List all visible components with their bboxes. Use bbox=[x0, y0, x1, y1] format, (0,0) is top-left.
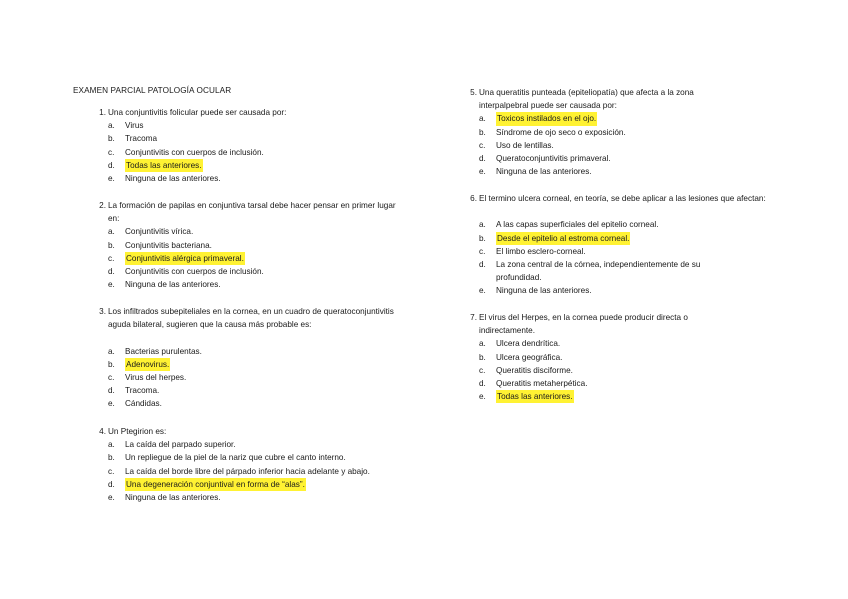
option-text: Conjuntivitis con cuerpos de inclusión. bbox=[125, 266, 264, 276]
option-c bbox=[108, 371, 413, 384]
option-text: Queratitis disciforme. bbox=[496, 365, 573, 375]
option-letter: a. bbox=[108, 121, 115, 131]
option-d bbox=[479, 152, 769, 165]
option-b bbox=[108, 451, 428, 464]
option-a bbox=[479, 337, 769, 350]
option-letter: d. bbox=[108, 386, 115, 396]
option-letter: a. bbox=[479, 220, 486, 230]
question-number: 7. bbox=[470, 313, 477, 322]
question-text: El termino ulcera corneal, en teoría, se debe aplicar a las lesiones que afectan: bbox=[479, 194, 766, 203]
option-letter: e. bbox=[108, 173, 115, 183]
option-letter: b. bbox=[108, 240, 115, 250]
option-letter: a. bbox=[479, 114, 486, 124]
option-text: Un repliegue de la piel de la nariz que cubre el canto interno. bbox=[125, 453, 346, 463]
option-text: La caída del borde libre del párpado inferior hacia adelante y abajo. bbox=[125, 466, 370, 476]
option-letter: e. bbox=[108, 492, 115, 502]
option-text: Ulcera dendrítica. bbox=[496, 339, 561, 349]
option-letter: e. bbox=[479, 286, 486, 296]
option-c bbox=[108, 252, 413, 265]
option-text-highlighted: Todas las anteriores. bbox=[496, 390, 574, 403]
option-e bbox=[479, 165, 769, 178]
question-text: La formación de papilas en conjuntiva tarsal debe hacer pensar en primer lugar en: bbox=[108, 201, 396, 224]
option-text: El limbo esclero-corneal. bbox=[496, 246, 586, 256]
option-e bbox=[108, 172, 413, 185]
option-text: Tracoma. bbox=[125, 386, 160, 396]
option-c bbox=[479, 245, 769, 258]
question-number: 1. bbox=[99, 108, 106, 117]
option-letter: c. bbox=[108, 372, 115, 382]
option-text-highlighted: Conjuntivitis alérgica primaveral. bbox=[125, 252, 245, 265]
option-text: A las capas superficiales del epitelio corneal. bbox=[496, 220, 659, 230]
option-b bbox=[108, 132, 413, 145]
option-letter: d. bbox=[479, 259, 486, 269]
option-text: Ninguna de las anteriores. bbox=[496, 167, 592, 177]
option-d bbox=[108, 478, 428, 491]
option-text: Queratoconjuntivitis primaveral. bbox=[496, 153, 611, 163]
option-letter: a. bbox=[108, 227, 115, 237]
option-text: Virus bbox=[125, 121, 144, 131]
option-b bbox=[108, 239, 413, 252]
option-text: La zona central de la córnea, independientemente de su profundidad. bbox=[496, 259, 701, 283]
option-d bbox=[108, 159, 413, 172]
option-text: Ninguna de las anteriores. bbox=[125, 173, 221, 183]
option-letter: b. bbox=[479, 352, 486, 362]
option-letter: c. bbox=[108, 466, 115, 476]
option-letter: a. bbox=[108, 346, 115, 356]
option-list bbox=[479, 218, 769, 297]
question-text: Los infiltrados subepiteliales en la cornea, en un cuadro de queratoconjuntivitis aguda bilateral, sugieren que la causa más probable es: bbox=[108, 307, 394, 330]
option-c bbox=[108, 465, 428, 478]
question-text: Una conjuntivitis folicular puede ser causada por: bbox=[108, 108, 287, 117]
option-text-highlighted: Desde el epitelio al estroma corneal. bbox=[496, 232, 630, 245]
option-text: Cándidas. bbox=[125, 399, 162, 409]
option-letter: b. bbox=[108, 453, 115, 463]
option-text: Tracoma bbox=[125, 134, 157, 144]
question-text: El virus del Herpes, en la cornea puede producir directa o indirectamente. bbox=[479, 313, 688, 336]
option-list bbox=[108, 119, 413, 185]
option-b bbox=[479, 126, 769, 139]
option-e bbox=[108, 278, 413, 291]
option-text: Ninguna de las anteriores. bbox=[496, 286, 592, 296]
option-letter: b. bbox=[108, 359, 115, 369]
option-d bbox=[108, 384, 413, 397]
option-letter: c. bbox=[479, 246, 486, 256]
option-text-highlighted: Adenovirus. bbox=[125, 358, 170, 371]
option-e bbox=[108, 397, 413, 410]
option-list bbox=[108, 438, 428, 504]
option-a bbox=[108, 438, 428, 451]
option-e bbox=[479, 284, 769, 297]
question-text: Un Ptegirion es: bbox=[108, 427, 167, 436]
option-text-highlighted: Toxicos instilados en el ojo. bbox=[496, 112, 597, 125]
option-letter: c. bbox=[479, 140, 486, 150]
option-letter: e. bbox=[479, 167, 486, 177]
option-letter: d. bbox=[479, 378, 486, 388]
option-text: Bacterias purulentas. bbox=[125, 346, 202, 356]
option-text: Conjuntivitis vírica. bbox=[125, 227, 194, 237]
option-text-highlighted: Todas las anteriores. bbox=[125, 159, 203, 172]
option-a bbox=[479, 218, 769, 231]
option-letter: b. bbox=[108, 134, 115, 144]
option-text: La caída del parpado superior. bbox=[125, 440, 236, 450]
option-c bbox=[479, 364, 769, 377]
option-text: Ulcera geográfica. bbox=[496, 352, 563, 362]
question-text: Una queratitis punteada (epiteliopatía) que afecta a la zona interpalpebral puede ser causada por: bbox=[479, 88, 694, 111]
option-d bbox=[479, 377, 769, 390]
option-text-highlighted: Una degeneración conjuntival en forma de “alas”. bbox=[125, 478, 306, 491]
option-letter: a. bbox=[108, 440, 115, 450]
question-number: 3. bbox=[99, 307, 106, 316]
exam-title: EXAMEN PARCIAL PATOLOGÍA OCULAR bbox=[73, 86, 232, 95]
option-letter: e. bbox=[108, 280, 115, 290]
option-a bbox=[108, 345, 413, 358]
option-letter: d. bbox=[479, 153, 486, 163]
option-e bbox=[479, 390, 769, 403]
option-text: Conjuntivitis con cuerpos de inclusión. bbox=[125, 147, 264, 157]
option-letter: c. bbox=[479, 365, 486, 375]
option-letter: e. bbox=[479, 392, 486, 402]
option-text: Ninguna de las anteriores. bbox=[125, 492, 221, 502]
option-e bbox=[108, 491, 428, 504]
option-d bbox=[479, 258, 769, 284]
option-text: Ninguna de las anteriores. bbox=[125, 280, 221, 290]
option-text: Virus del herpes. bbox=[125, 372, 187, 382]
option-d bbox=[108, 265, 413, 278]
option-b bbox=[108, 358, 413, 371]
question-number: 2. bbox=[99, 201, 106, 210]
option-a bbox=[479, 112, 769, 125]
option-list bbox=[479, 337, 769, 403]
option-letter: d. bbox=[108, 160, 115, 170]
option-letter: c. bbox=[108, 253, 115, 263]
option-c bbox=[108, 146, 413, 159]
option-letter: d. bbox=[108, 266, 115, 276]
option-letter: a. bbox=[479, 339, 486, 349]
question-number: 6. bbox=[470, 194, 477, 203]
option-letter: d. bbox=[108, 479, 115, 489]
option-c bbox=[479, 139, 769, 152]
option-a bbox=[108, 225, 413, 238]
option-list bbox=[108, 345, 413, 411]
question-number: 4. bbox=[99, 427, 106, 436]
option-letter: b. bbox=[479, 127, 486, 137]
option-letter: b. bbox=[479, 233, 486, 243]
option-text: Uso de lentillas. bbox=[496, 140, 554, 150]
option-b bbox=[479, 351, 769, 364]
option-text: Queratitis metaherpética. bbox=[496, 378, 588, 388]
option-list bbox=[479, 112, 769, 178]
option-b bbox=[479, 232, 769, 245]
option-list bbox=[108, 225, 413, 291]
option-letter: c. bbox=[108, 147, 115, 157]
question-number: 5. bbox=[470, 88, 477, 97]
option-letter: e. bbox=[108, 399, 115, 409]
option-a bbox=[108, 119, 413, 132]
option-text: Conjuntivitis bacteriana. bbox=[125, 240, 212, 250]
option-text: Síndrome de ojo seco o exposición. bbox=[496, 127, 626, 137]
